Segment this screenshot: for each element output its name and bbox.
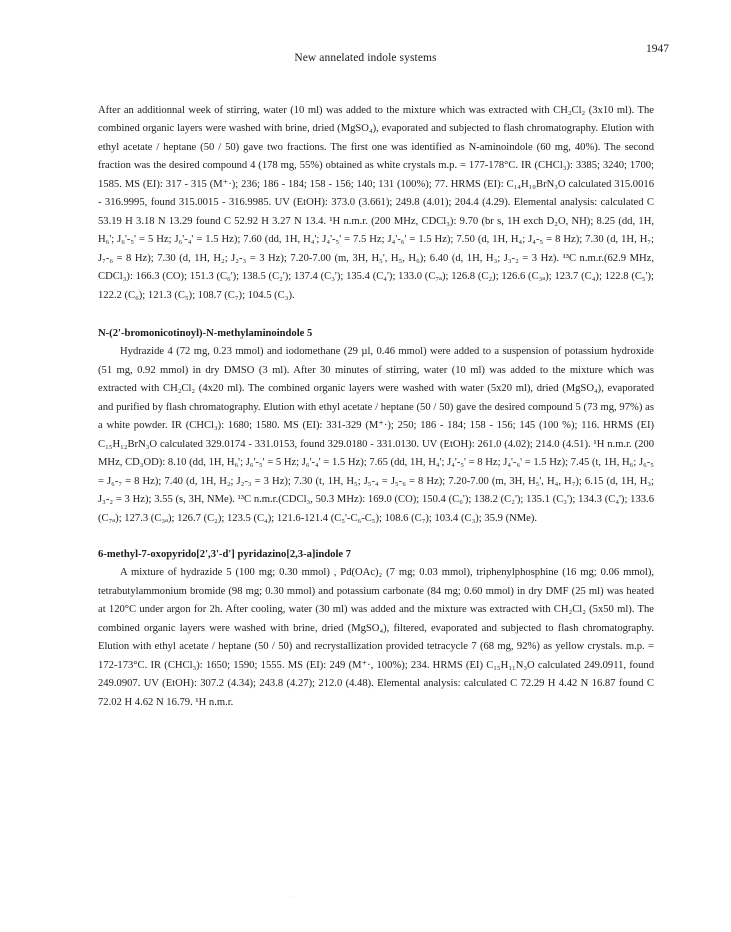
- intro-paragraph: After an additionnal week of stirring, water (10 ml) was added to the mixture which was extracted with CH₂Cl₂ (3x10 ml). The combined organic layers were washed with brine, dried (MgSO₄), evaporated and subjected to flash chromatography. Elution with ethyl acetate / heptane (50 / 50) gave two fractions. The first one was identified as N-aminoindole (60 mg, 40%). The second fraction was the desired compound 4 (178 mg, 55%) obtained as white crystals m.p. = 177-178°C. IR (CHCl₃): 3385; 3240; 1700; 1585. MS (EI): 317 - 315 (M⁺·); 236; 186 - 184; 158 - 156; 140; 131 (100%); 77. HRMS (EI): C₁₄H₁₀BrN₃O calculated 315.0016 - 316.9995, found 315.0015 - 316.9985. UV (EtOH): 373.0 (3.661); 249.8 (4.01); 204.4 (4.29). Elemental analysis: calculated C 53.19 H 3.18 N 13.29 found C 52.92 H 3.27 N 13.4. ¹H n.m.r. (200 MHz, CDCl₃): 9.70 (br s, 1H exch D₂O, NH); 8.25 (dd, 1H, H₆'; J₆'-₅' = 5 Hz; J₆'-₄' = 1.5 Hz); 7.60 (dd, 1H, H₄'; J₄'-₅' = 7.5 Hz; J₄'-₆' = 1.5 Hz); 7.50 (d, 1H, H₄; J₄-₅ = 8 Hz); 7.30 (d, 1H, H₇; J₇-₆ = 8 Hz); 7.30 (d, 1H, H₂; J₂-₃ = 3 Hz); 7.20-7.00 (m, 3H, H₅', H₅, H₆); 6.40 (d, 1H, H₃; J₃-₂ = 3 Hz). ¹³C n.m.r.(62.9 MHz, CDCl₃): 166.3 (CO); 151.3 (C₆'); 138.5 (C₂'); 137.4 (C₃'); 135.4 (C₄'); 133.0 (C₇ₐ); 126.8 (C₂); 126.6 (C₃ₐ); 123.7 (C₄); 122.8 (C₅'); 122.2 (C₆); 121.3 (C₅); 108.7 (C₇); 104.5 (C₃).: [98, 105, 654, 301]
- compound-7-heading: 6-methyl-7-oxopyrido[2',3'-d'] pyridazino[2,3-a]indole 7: [98, 548, 352, 560]
- page-number: 1947: [646, 43, 669, 55]
- compound-7-paragraph: A mixture of hydrazide 5 (100 mg; 0.30 mmol) , Pd(OAc)₂ (7 mg; 0.03 mmol), triphenylphosphine (16 mg; 0.06 mmol), tetrabutylammonium bromide (98 mg; 0.30 mmol) and potassium carbonate (84 mg; 0.60 mmol) in dry DMF (25 ml) was heated at 120°C under argon for 2h. After cooling, water (30 ml) was added and the mixture was extracted with CH₂Cl₂ (5x50 ml). The combined organic layers were washed with brine, dried (MgSO₄), filtered, evaporated and subjected to flash chromatography. Elution with ethyl acetate / heptane (50 / 50) and recrystallization provided tetracycle 7 (68 mg, 92%) as yellow crystals. m.p. = 172-173°C. IR (CHCl₃): 1650; 1590; 1555. MS (EI): 249 (M⁺·, 100%); 234. HRMS (EI) C₁₅H₁₁N₃O calculated 249.0911, found 249.0907. UV (EtOH): 307.2 (4.34); 243.8 (4.27); 212.0 (4.48). Elemental analysis: calculated C 72.29 H 4.42 N 16.87 found C 72.02 H 4.62 N 16.79. ¹H n.m.r.: [98, 567, 654, 708]
- section-spacer: [98, 528, 654, 546]
- running-title: New annelated indole systems: [294, 52, 437, 64]
- compound-5-paragraph: Hydrazide 4 (72 mg, 0.23 mmol) and iodomethane (29 µl, 0.46 mmol) were added to a suspension of potassium hydroxide (51 mg, 0.92 mmol) in dry DMSO (3 ml). After 30 minutes of stirring, water (10 ml) was added to the mixture which was extracted with CH₂Cl₂ (4x20 ml). The combined organic layers were washed with water (5x20 ml), dried (MgSO₄), evaporated and purified by flash chromatography. Elution with ethyl acetate / heptane (50 / 50) gave the desired compound 5 (73 mg, 97%) as a white powder. IR (CHCl₃): 1680; 1580. MS (EI): 331-329 (M⁺·); 250; 186 - 184; 158 - 156; 145 (100 %); 116. HRMS (EI) C₁₅H₁₂BrN₃O calculated 329.0174 - 331.0153, found 329.0180 - 331.0130. UV (EtOH): 261.0 (4.02); 214.0 (4.51). ¹H n.m.r. (200 MHz, CD₃OD): 8.10 (dd, 1H, H₆'; J₆'-₅' = 5 Hz; J₆'-₄' = 1.5 Hz); 7.65 (dd, 1H, H₄'; J₄'-₅' = 8 Hz; J₄'-₆' = 1.5 Hz); 7.45 (t, 1H, H₆; J₆-₅ = J₆-₇ = 8 Hz); 7.40 (d, 1H, H₂; J₂-₃ = 3 Hz); 7.30 (t, 1H, H₅; J₅-₄ = J₅-₆ = 8 Hz); 7.20-7.00 (m, 3H, H₅', H₄, H₇); 6.15 (d, 1H, H₃; J₃-₂ = 3 Hz); 3.55 (s, 3H, NMe). ¹³C n.m.r.(CDCl₃, 50.3 MHz): 169.0 (CO); 150.4 (C₆'); 138.2 (C₂'); 135.1 (C₃'); 134.3 (C₄'); 133.6 (C₇ₐ); 127.3 (C₃ₐ); 126.7 (C₂); 123.5 (C₄); 121.6-121.4 (C₅'-C₆-C₅); 108.6 (C₇); 103.4 (C₃); 35.9 (NMe).: [98, 346, 654, 524]
- compound-5-heading: N-(2'-bromonicotinoyl)-N-methylaminoindole 5: [98, 327, 313, 339]
- scan-speck: · ·: [290, 895, 296, 901]
- section-spacer: [98, 305, 654, 325]
- article-body: [98, 102, 654, 712]
